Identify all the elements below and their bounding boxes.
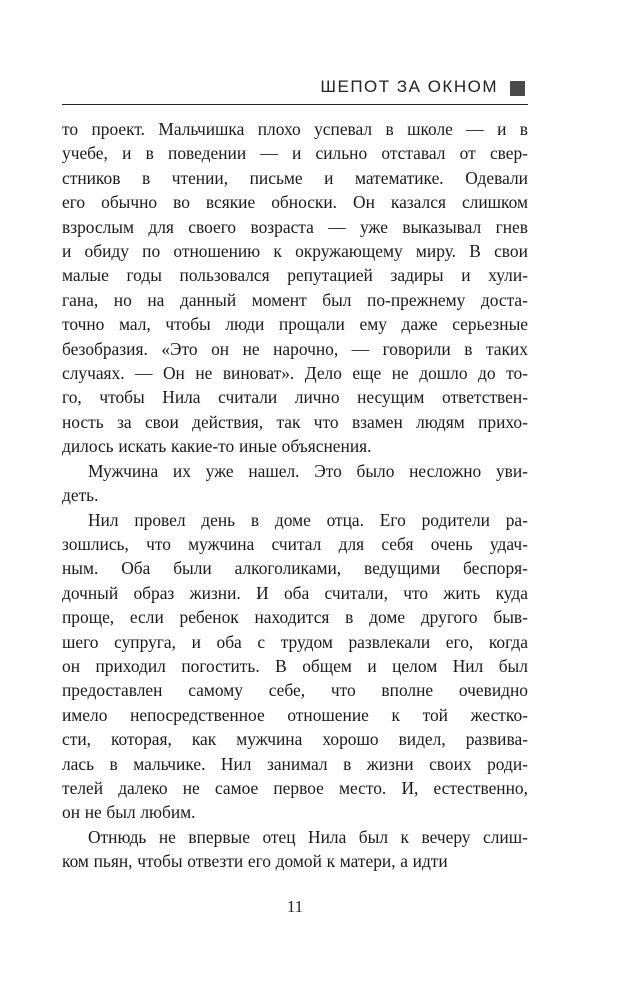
text-line: Мужчина их уже нашел. Это было несложно уви- bbox=[88, 460, 528, 481]
running-title: ШЕПОТ ЗА ОКНОМ bbox=[320, 77, 498, 96]
paragraph bbox=[62, 508, 528, 825]
text-line: то проект. Мальчишка плохо успевал в школе — и в bbox=[62, 119, 528, 139]
text-line: малые годы пользовался репутацией задиры и хули- bbox=[62, 265, 528, 286]
paragraph bbox=[62, 459, 528, 508]
text-line: Отнюдь не впервые отец Нила был к вечеру слиш- bbox=[88, 826, 528, 847]
text-line: он приходил погостить. В общем и целом Нил был bbox=[62, 655, 528, 676]
text-line: зошлись, что мужчина считал для себя очень удач- bbox=[62, 533, 528, 554]
text-line: он не был любим. bbox=[62, 802, 196, 823]
text-line: сти, которая, как мужчина хорошо видел, развива- bbox=[62, 729, 528, 750]
text-line: точно мал, чтобы люди прощали ему даже серьезные bbox=[62, 314, 528, 335]
text-line: имело непосредственное отношение к той жестко- bbox=[62, 704, 528, 725]
text-line: ным. Оба были алкоголиками, ведущими беспоря- bbox=[62, 558, 528, 579]
page-number: 11 bbox=[286, 897, 304, 916]
text-line: его обычно во всякие обноски. Он казался слишком bbox=[62, 192, 528, 213]
text-line: Нил провел день в доме отца. Его родители ра- bbox=[88, 509, 528, 530]
text-line: деть. bbox=[62, 485, 99, 506]
running-header bbox=[62, 74, 528, 105]
text-line: учебе, и в поведении — и сильно отставал от свер- bbox=[62, 143, 528, 164]
paragraph bbox=[62, 117, 528, 459]
text-line: и обиду по отношению к окружающему миру. В свои bbox=[62, 241, 528, 262]
text-line: гана, но на данный момент был по-прежнему доста- bbox=[62, 289, 528, 310]
text-line: взрослым для своего возраста — уже выказывал гнев bbox=[62, 216, 528, 237]
paragraph bbox=[62, 825, 528, 874]
text-line: случаях. — Он не виноват». Дело еще не дошло до то- bbox=[62, 363, 528, 384]
text-line: шего супруга, и оба с трудом развлекали его, когда bbox=[62, 631, 528, 652]
text-line: дилось искать какие-то иные объяснения. bbox=[62, 436, 372, 457]
text-line: предоставлен самому себе, что вполне очевидно bbox=[62, 680, 528, 701]
text-line: дочный образ жизни. И оба считали, что жить куда bbox=[62, 582, 528, 603]
body-text bbox=[62, 117, 528, 874]
text-line: го, чтобы Нила считали лично несущим ответствен- bbox=[62, 387, 528, 408]
text-line: проще, если ребенок находится в доме другого быв- bbox=[62, 607, 528, 628]
square-marker-icon bbox=[510, 81, 525, 96]
text-line: стников в чтении, письме и математике. Одевали bbox=[62, 167, 528, 188]
text-line: ком пьян, чтобы отвезти его домой к матери, а идти bbox=[62, 851, 448, 872]
text-line: лась в мальчике. Нил занимал в жизни своих роди- bbox=[62, 753, 528, 774]
text-line: ность за свои действия, так что взамен людям прихо- bbox=[62, 411, 528, 432]
text-line: безобразия. «Это он не нарочно, — говорили в таких bbox=[62, 338, 528, 359]
text-line: телей далеко не самое первое место. И, естественно, bbox=[62, 777, 528, 798]
